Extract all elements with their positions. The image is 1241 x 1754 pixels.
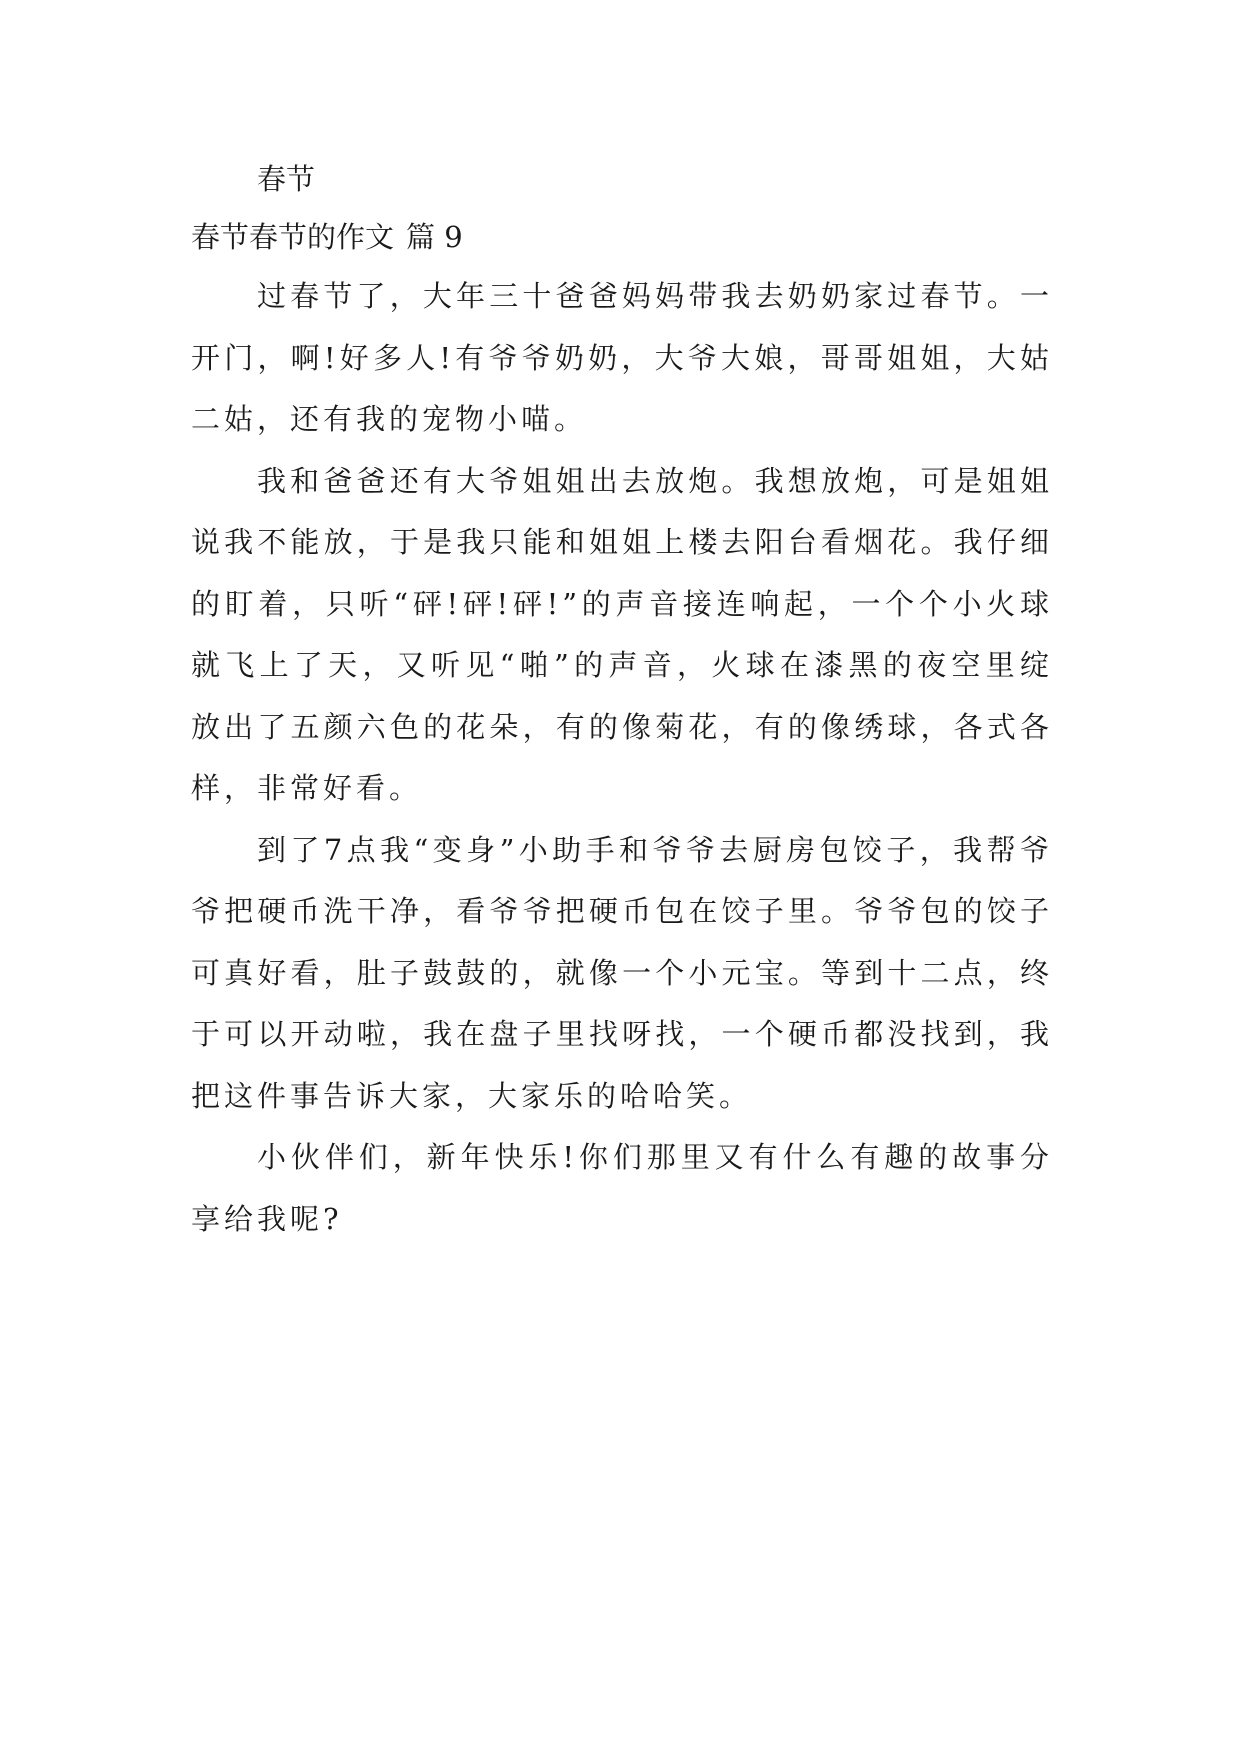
essay-heading-number: 篇 9 <box>406 220 463 254</box>
essay-heading <box>191 208 1053 266</box>
paragraph-4: 小伙伴们，新年快乐!你们那里又有什么有趣的故事分享给我呢? <box>191 1140 1053 1236</box>
paragraph-1: 过春节了，大年三十爸爸妈妈带我去奶奶家过春节。一开门，啊!好多人!有爷爷奶奶，大爷大娘，哥哥姐姐，大姑二姑，还有我的宠物小喵。 <box>191 279 1053 436</box>
top-line: 春节 <box>257 162 316 196</box>
paragraph-3: 到了7点我“变身”小助手和爷爷去厨房包饺子，我帮爷爷把硬币洗干净，看爷爷把硬币包在饺子里。爷爷包的饺子可真好看，肚子鼓鼓的，就像一个小元宝。等到十二点，终于可以开动啦，我在盘子里找呀找，一个硬币都没找到，我把这件事告诉大家，大家乐的哈哈笑。 <box>191 832 1053 1113</box>
essay-heading-title: 春节春节的作文 <box>191 220 395 254</box>
document-body <box>191 150 1053 1250</box>
paragraph-2: 我和爸爸还有大爷姐姐出去放炮。我想放炮，可是姐姐说我不能放，于是我只能和姐姐上楼去阳台看烟花。我仔细的盯着，只听“砰!砰!砰!”的声音接连响起，一个个小火球就飞上了天，又听见“啪”的声音，火球在漆黑的夜空里绽放出了五颜六色的花朵，有的像菊花，有的像绣球，各式各样，非常好看。 <box>191 463 1053 805</box>
